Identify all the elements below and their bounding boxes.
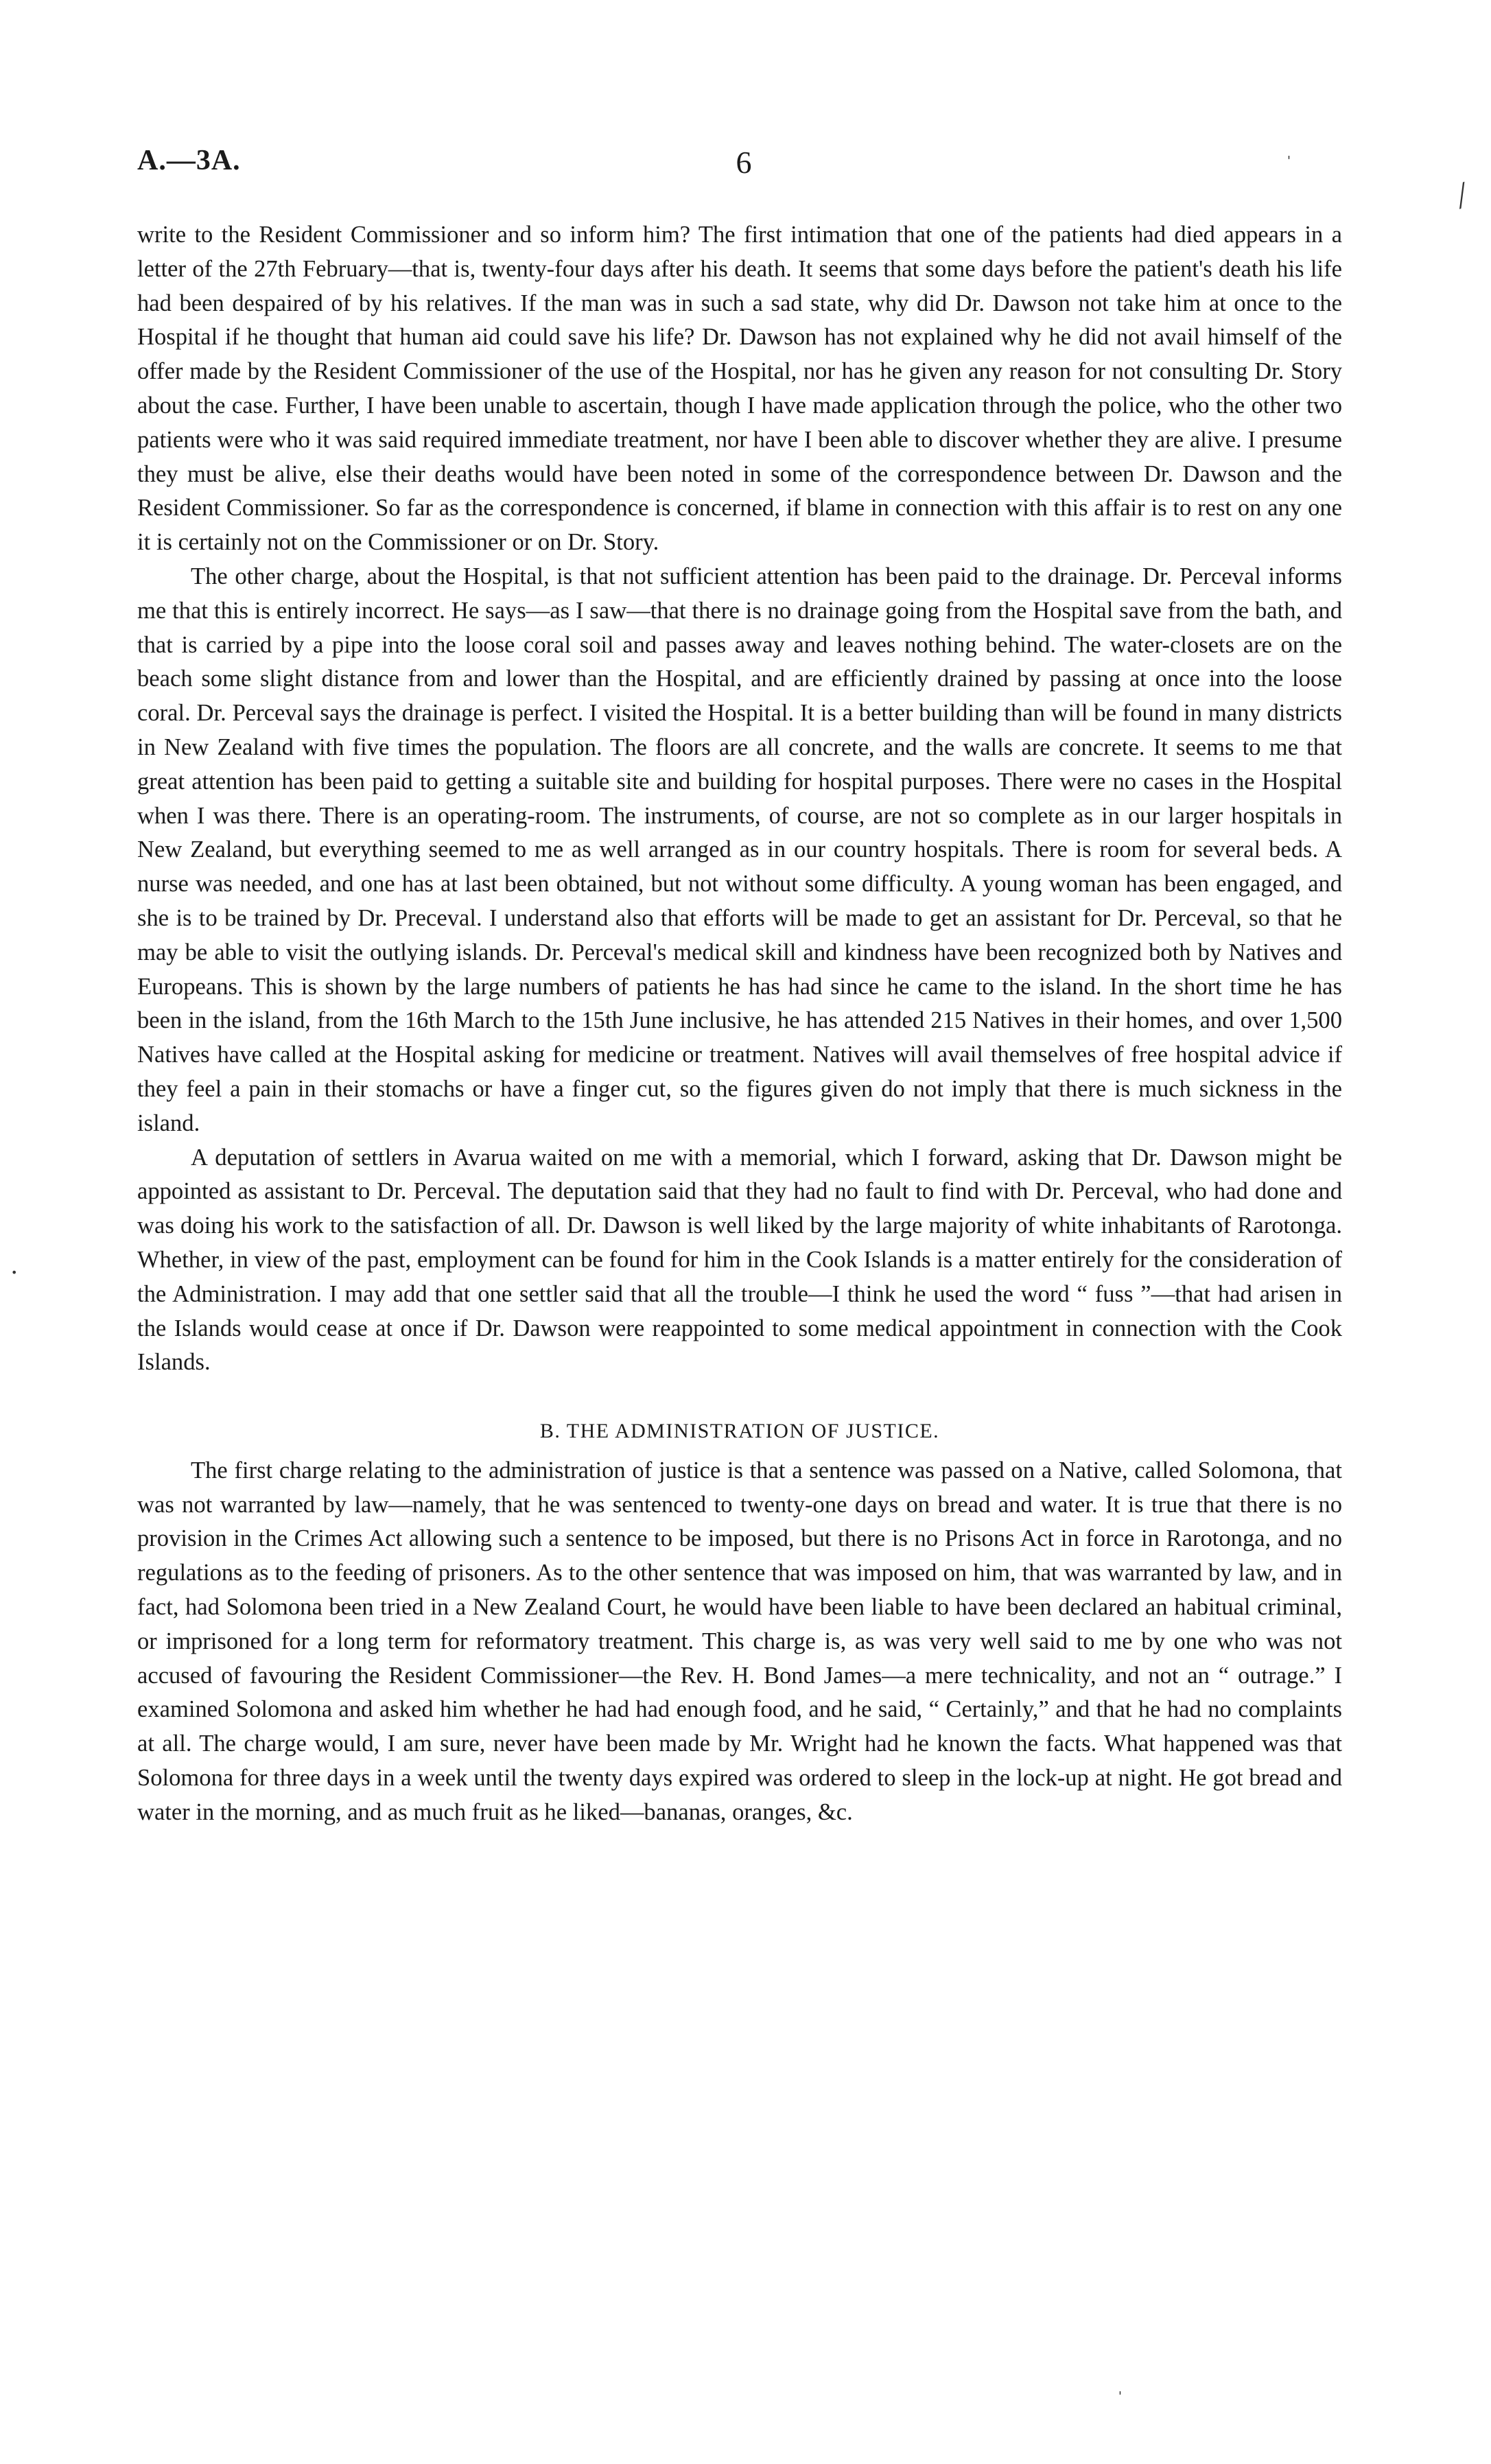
page-header: [137, 144, 1350, 192]
scan-mark: ': [1118, 2389, 1122, 2404]
page-number: 6: [736, 145, 752, 180]
body-text: [137, 218, 1342, 1830]
scan-mark: ': [1287, 154, 1291, 168]
document-reference: A.—3A.: [137, 145, 241, 176]
section-heading: B. THE ADMINISTRATION OF JUSTICE.: [539, 1420, 940, 1443]
paragraph-3: A deputation of settlers in Avarua waited on me with a memorial, which I forward, asking that Dr. Dawson might be appointed as assistant to Dr. Perceval. The deputation said that they had no fault to find with Dr. Perceval, who had done and was doing his work to the satisfaction of all. Dr. Dawson is well liked by the large majority of white inhabitants of Rarotonga. Whether, in view of the past, employment can be found for him in the Cook Islands is a matter entirely for the consideration of the Administration. I may add that one settler said that all the trouble—I think he used the word “ fuss ”—that had arisen in the Islands would cease at once if Dr. Dawson were reappointed to some medical appointment in connection with the Cook Islands.: [137, 1144, 1342, 1376]
paragraph-2: The other charge, about the Hospital, is that not sufficient attention has been paid to the drainage. Dr. Perceval informs me that this is entirely incorrect. He says—as I saw—that there is no drainage going from the Hospital save from the bath, and that is carried by a pipe into the loose coral soil and passes away and leaves nothing behind. The water-closets are on the beach some slight distance from and lower than the Hospital, and are efficiently drained by passing at once into the loose coral. Dr. Perceval says the drainage is perfect. I visited the Hospital. It is a better building than will be found in many districts in New Zealand with five times the population. The floors are all concrete, and the walls are concrete. It seems to me that great attention has been paid to getting a suitable site and building for hospital purposes. There were no cases in the Hospital when I was there. There is an operating-room. The instruments, of course, are not so complete as in our larger hospitals in New Zealand, but everything seemed to me as well arranged as in our country hospitals. There is room for several beds. A nurse was needed, and one has at last been obtained, but not without some difficulty. A young woman has been engaged, and she is to be trained by Dr. Preceval. I understand also that efforts will be made to get an assistant for Dr. Perceval, so that he may be able to visit the outlying islands. Dr. Perceval's medical skill and kindness have been recognized both by Natives and Europeans. This is shown by the large numbers of patients he has had since he came to the island. In the short time he has been in the island, from the 16th March to the 15th June inclusive, he has attended 215 Natives in their homes, and over 1,500 Natives have called at the Hospital asking for medicine or treatment. Natives will avail themselves of free hospital advice if they feel a pain in their stomachs or have a finger cut, so the figures given do not imply that there is much sickness in the island.: [137, 563, 1342, 1136]
paragraph-4: The first charge relating to the administration of justice is that a sentence was passed on a Native, called Solomona, that was not warranted by law—namely, that he was sentenced to twenty-one days on bread and water. It is true that there is no provision in the Crimes Act allowing such a sentence to be imposed, but there is no Prisons Act in force in Rarotonga, and no regulations as to the feeding of prisoners. As to the other sentence that was imposed on him, that was warranted by law, and in fact, had Solomona been tried in a New Zealand Court, he would have been liable to have been declared an habitual criminal, or imprisoned for a long term for reformatory treatment. This charge is, as was very well said to me by one who was not accused of favouring the Resident Commissioner—the Rev. H. Bond James—a mere technicality, and not an “ outrage.” I examined Solomona and asked him whether he had had enough food, and he said, “ Certainly,” and that he had no complaints at all. The charge would, I am sure, never have been made by Mr. Wright had he known the facts. What happened was that Solomona for three days in a week until the twenty days expired was ordered to sleep in the lock-up at night. He got bread and water in the morning, and as much fruit as he liked—bananas, oranges, &c.: [137, 1457, 1342, 1825]
paragraph-1: write to the Resident Commissioner and so inform him? The first intimation that one of the patients had died appears in a letter of the 27th February—that is, twenty-four days after his death. It seems that some days before the patient's death his life had been despaired of by his relatives. If the man was in such a sad state, why did Dr. Dawson not take him at once to the Hospital if he thought that human aid could save his life? Dr. Dawson has not explained why he did not avail himself of the offer made by the Resident Commissioner of the use of the Hospital, nor has he given any reason for not consulting Dr. Story about the case. Further, I have been unable to ascertain, though I have made application through the police, who the other two patients were who it was said required immediate treatment, nor have I been able to discover whether they are alive. I presume they must be alive, else their deaths would have been noted in some of the correspondence between Dr. Dawson and the Resident Commissioner. So far as the correspondence is concerned, if blame in connection with this affair is to rest on any one it is certainly not on the Commissioner or on Dr. Story.: [137, 222, 1342, 556]
scan-mark: •: [11, 1266, 18, 1279]
scan-mark: ╱: [1452, 182, 1472, 210]
